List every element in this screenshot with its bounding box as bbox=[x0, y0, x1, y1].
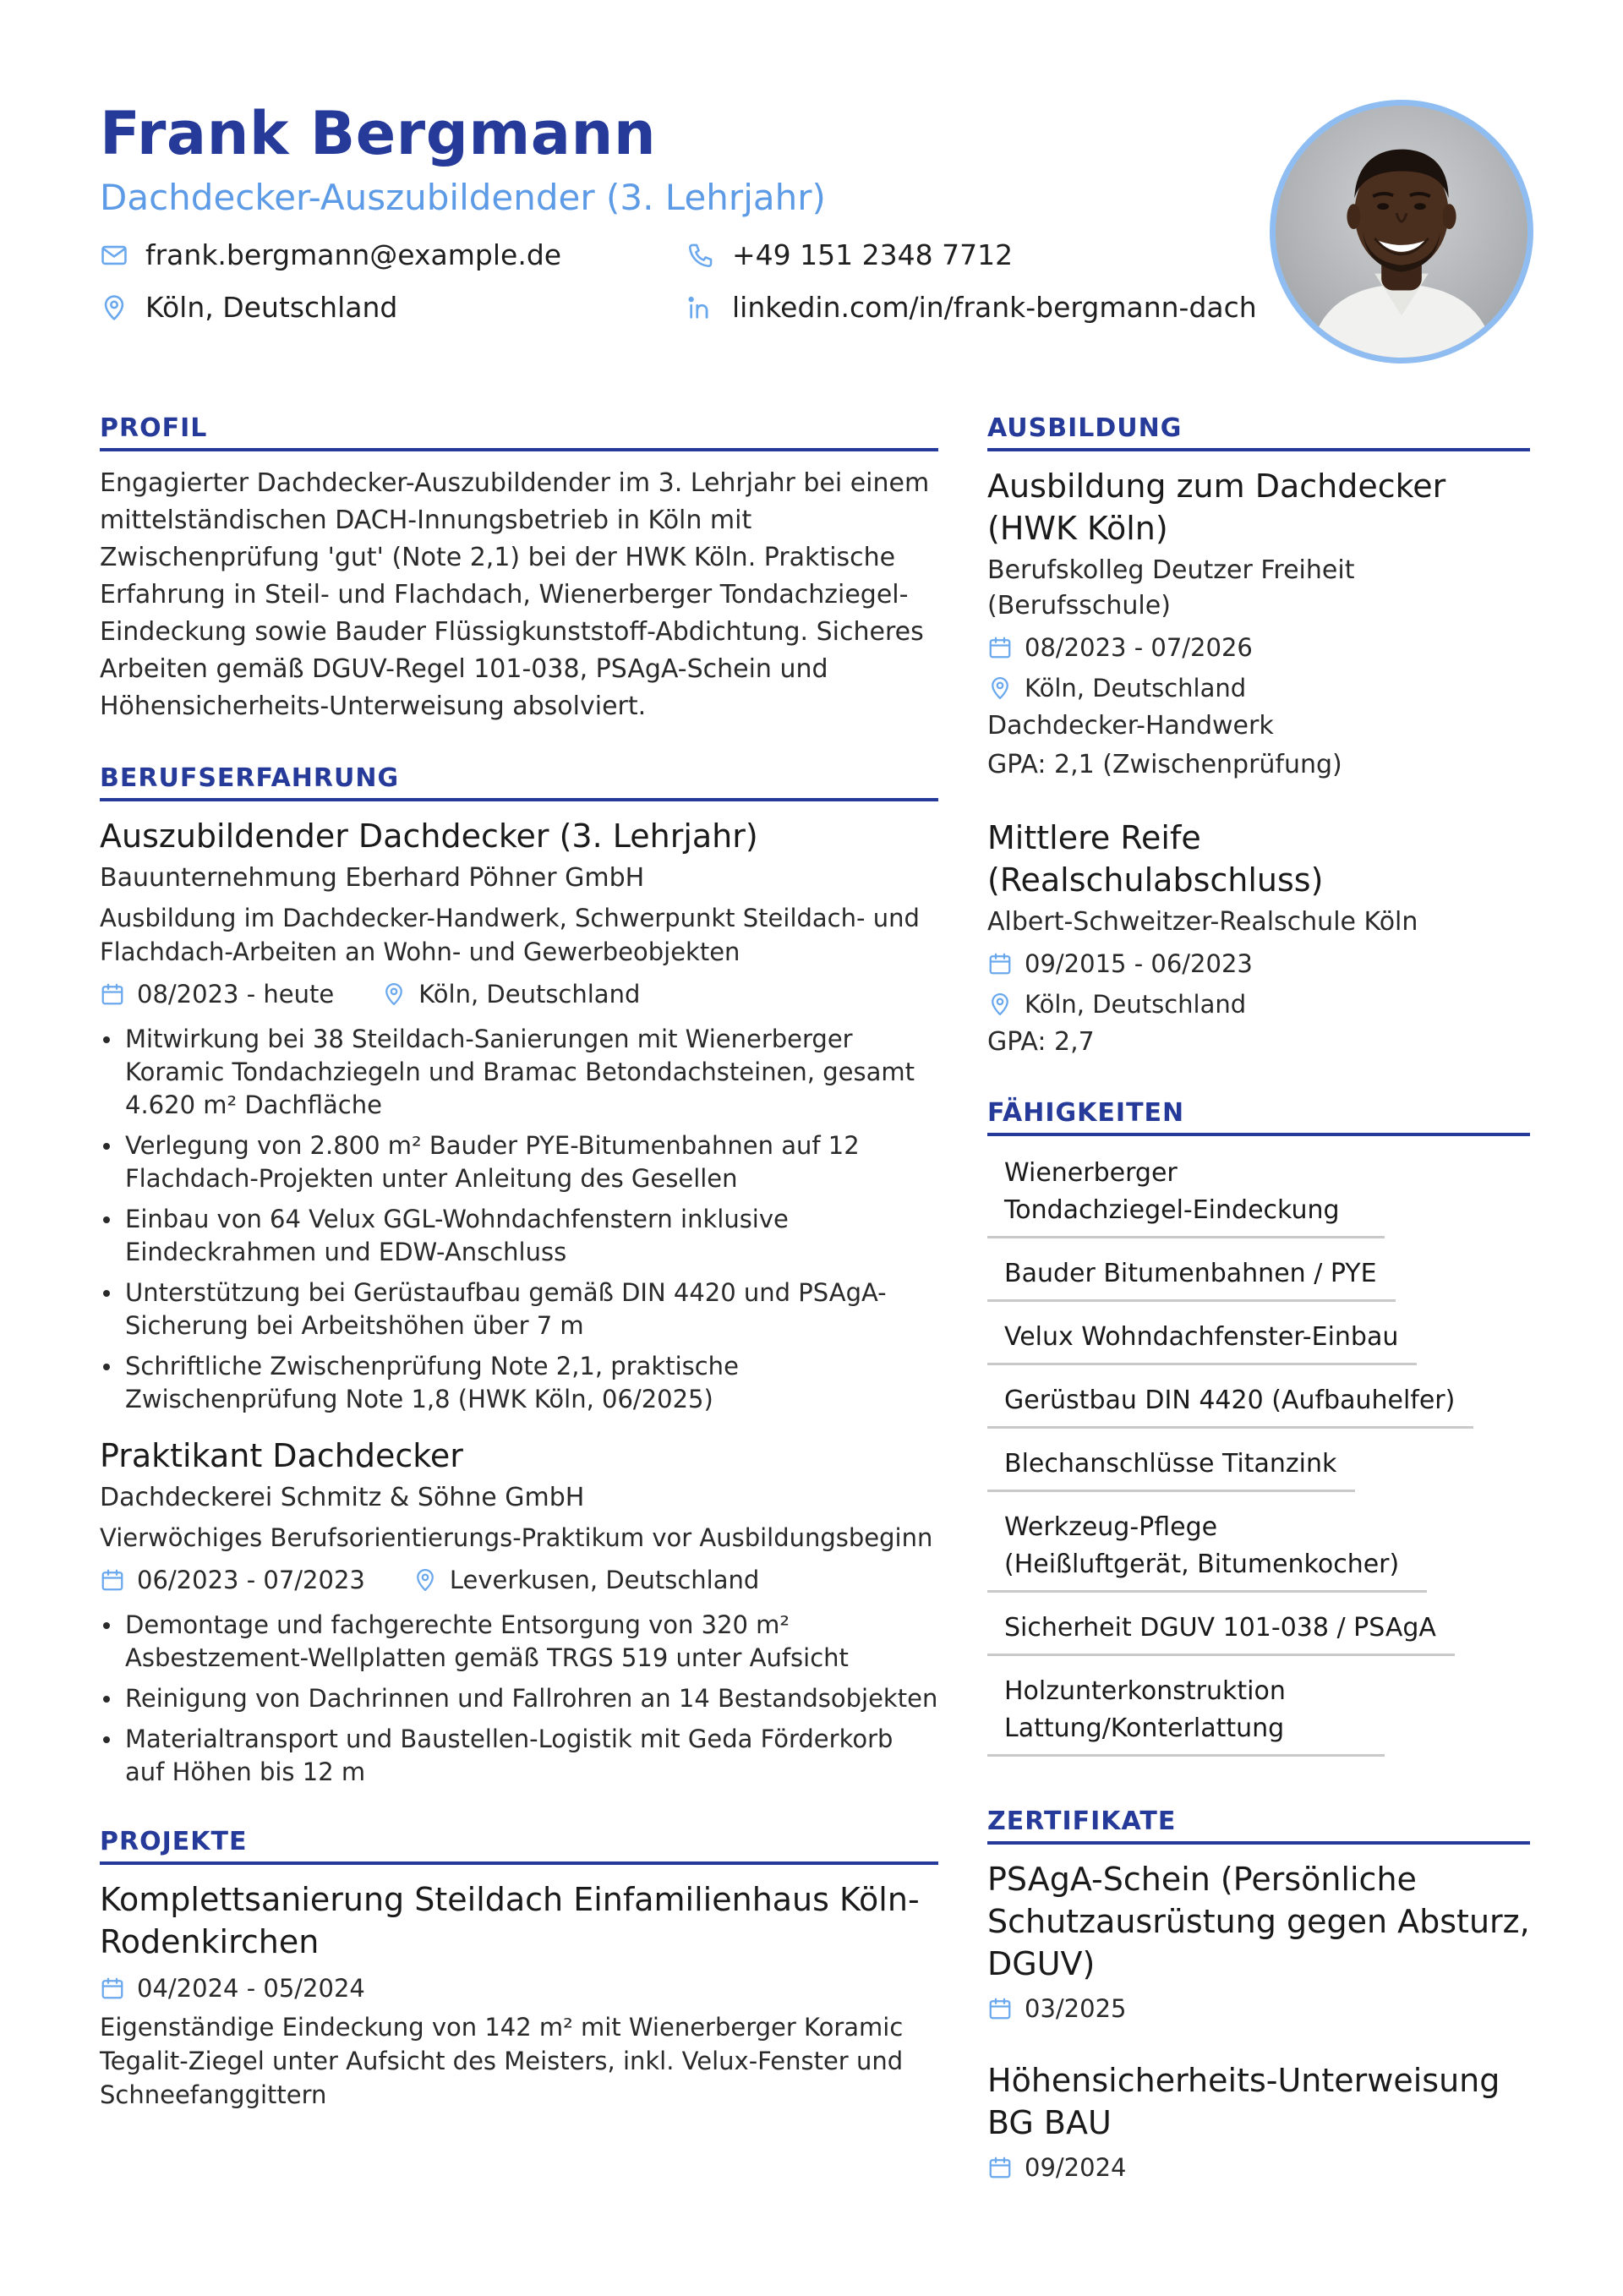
job-bullet: Einbau von 64 Velux GGL-Wohndachfenstern inklusive Eindeckrahmen und EDW-Anschluss bbox=[100, 1203, 938, 1269]
job-meta bbox=[100, 977, 938, 1011]
certificate-title: PSAgA-Schein (Persönliche Schutzausrüstung gegen Absturz, DGUV) bbox=[987, 1861, 1530, 1982]
left-column bbox=[100, 413, 938, 2149]
job-company: Bauunternehmung Eberhard Pöhner GmbH bbox=[100, 863, 645, 893]
education-dates bbox=[987, 947, 1530, 981]
job-bullet: Materialtransport und Baustellen-Logistik mit Geda Förderkorb auf Höhen bis 12 m bbox=[100, 1723, 938, 1789]
contact-email[interactable] bbox=[100, 237, 686, 274]
certificate-title: Höhensicherheits-Unterweisung BG BAU bbox=[987, 2062, 1500, 2141]
education-heading: AUSBILDUNG bbox=[987, 413, 1530, 451]
job-bullet: Unterstützung bei Gerüstaufbau gemäß DIN 4420 und PSAgA-Sicherung bei Arbeitshöhen über 7 m bbox=[100, 1276, 938, 1342]
calendar-icon bbox=[987, 635, 1013, 660]
skill-tag: Bauder Bitumenbahnen / PYE bbox=[987, 1250, 1396, 1302]
certificate-date-text: 09/2024 bbox=[1025, 2153, 1127, 2182]
education-school: Berufskolleg Deutzer Freiheit (Berufsschule) bbox=[987, 555, 1355, 620]
skill-tag: Gerüstbau DIN 4420 (Aufbauhelfer) bbox=[987, 1377, 1473, 1429]
job-bullets bbox=[100, 1609, 938, 1789]
education-location bbox=[987, 987, 1530, 1021]
map-pin-icon bbox=[100, 293, 128, 322]
skill-tag: Blechanschlüsse Titanzink bbox=[987, 1440, 1355, 1492]
mail-icon bbox=[100, 241, 128, 270]
education-entry bbox=[987, 465, 1530, 783]
certificates-section bbox=[987, 1806, 1530, 2184]
job-dates-text: 06/2023 - 07/2023 bbox=[137, 1566, 365, 1594]
map-pin-icon bbox=[987, 992, 1013, 1017]
job-entry bbox=[100, 1435, 938, 1789]
projects-heading: PROJEKTE bbox=[100, 1826, 938, 1865]
skill-tag: Velux Wohndachfenster-Einbau bbox=[987, 1314, 1417, 1365]
profile-photo-image bbox=[1276, 106, 1527, 358]
education-gpa: GPA: 2,1 (Zwischenprüfung) bbox=[987, 750, 1342, 779]
skill-tag: Wienerberger Tondachziegel-Eindeckung bbox=[987, 1150, 1385, 1238]
job-description: Vierwöchiges Berufsorientierungs-Praktikum vor Ausbildungsbeginn bbox=[100, 1523, 933, 1552]
education-title: Mittlere Reife (Realschulabschluss) bbox=[987, 819, 1324, 899]
job-dates-text: 08/2023 - heute bbox=[137, 980, 335, 1009]
calendar-icon bbox=[100, 1567, 125, 1593]
education-location bbox=[987, 671, 1530, 705]
candidate-role: Dachdecker-Auszubildender (3. Lehrjahr) bbox=[100, 177, 826, 218]
map-pin-icon bbox=[987, 675, 1013, 701]
contact-email-text: frank.bergmann@example.de bbox=[145, 238, 562, 271]
certificate-entry bbox=[987, 1858, 1530, 2025]
project-meta bbox=[100, 1971, 938, 2005]
job-bullet: Verlegung von 2.800 m² Bauder PYE-Bitumenbahnen auf 12 Flachdach-Projekten unter Anleitung des Gesellen bbox=[100, 1129, 938, 1195]
job-location-text: Köln, Deutschland bbox=[418, 980, 641, 1009]
education-location-text: Köln, Deutschland bbox=[1025, 990, 1247, 1019]
job-location bbox=[381, 977, 640, 1011]
candidate-name: Frank Bergmann bbox=[100, 99, 657, 168]
skill-tag: Sicherheit DGUV 101-038 / PSAgA bbox=[987, 1604, 1455, 1656]
map-pin-icon bbox=[381, 981, 407, 1007]
calendar-icon bbox=[100, 1976, 125, 2001]
map-pin-icon bbox=[413, 1567, 438, 1593]
right-column bbox=[987, 413, 1530, 2222]
skill-tag: Werkzeug-Pflege (Heißluftgerät, Bitumenkocher) bbox=[987, 1504, 1427, 1593]
job-title: Praktikant Dachdecker bbox=[100, 1437, 463, 1474]
skills-heading: FÄHIGKEITEN bbox=[987, 1097, 1530, 1136]
profile-heading: PROFIL bbox=[100, 413, 938, 451]
certificate-entry bbox=[987, 2059, 1530, 2184]
job-bullet: Reinigung von Dachrinnen und Fallrohren an 14 Bestandsobjekten bbox=[100, 1682, 938, 1715]
contact-linkedin[interactable] bbox=[686, 289, 1278, 326]
project-dates-text: 04/2024 - 05/2024 bbox=[137, 1974, 365, 2003]
calendar-icon bbox=[100, 981, 125, 1007]
contact-linkedin-text: linkedin.com/in/frank-bergmann-dach bbox=[732, 291, 1257, 324]
certificate-date-text: 03/2025 bbox=[1025, 1994, 1127, 2023]
calendar-icon bbox=[987, 2155, 1013, 2180]
job-entry bbox=[100, 815, 938, 1416]
education-school: Albert-Schweitzer-Realschule Köln bbox=[987, 907, 1418, 937]
job-title: Auszubildender Dachdecker (3. Lehrjahr) bbox=[100, 817, 758, 855]
education-location-text: Köln, Deutschland bbox=[1025, 674, 1247, 702]
education-section bbox=[987, 413, 1530, 1060]
project-description: Eigenständige Eindeckung von 142 m² mit Wienerberger Koramic Tegalit-Ziegel unter Aufsicht des Meisters, inkl. Velux-Fenster und Schneefanggittern bbox=[100, 2013, 904, 2109]
phone-icon bbox=[686, 241, 715, 270]
calendar-icon bbox=[987, 951, 1013, 976]
education-field: Dachdecker-Handwerk bbox=[987, 711, 1274, 741]
certificates-heading: ZERTIFIKATE bbox=[987, 1806, 1530, 1845]
education-gpa: GPA: 2,7 bbox=[987, 1027, 1095, 1057]
experience-section bbox=[100, 763, 938, 1789]
job-dates bbox=[100, 1563, 365, 1597]
profile-photo bbox=[1270, 100, 1533, 364]
project-entry bbox=[100, 1878, 938, 2112]
education-entry bbox=[987, 817, 1530, 1060]
education-dates-text: 09/2015 - 06/2023 bbox=[1025, 949, 1253, 978]
education-dates-text: 08/2023 - 07/2026 bbox=[1025, 633, 1253, 662]
experience-heading: BERUFSERFAHRUNG bbox=[100, 763, 938, 801]
certificate-date bbox=[987, 2151, 1530, 2184]
job-bullet: Mitwirkung bei 38 Steildach-Sanierungen mit Wienerberger Koramic Tondachziegeln und Bramac Betondachsteinen, gesamt 4.620 m² Dachfläche bbox=[100, 1023, 938, 1122]
contact-list bbox=[100, 237, 1257, 326]
job-bullet: Schriftliche Zwischenprüfung Note 2,1, praktische Zwischenprüfung Note 1,8 (HWK Köln, 06/2025) bbox=[100, 1350, 938, 1416]
skills-section bbox=[987, 1097, 1530, 1768]
contact-location bbox=[100, 289, 686, 326]
skill-tag: Holzunterkonstruktion Lattung/Konterlattung bbox=[987, 1668, 1385, 1757]
resume-header bbox=[100, 95, 1257, 326]
education-dates bbox=[987, 631, 1530, 664]
job-bullets bbox=[100, 1023, 938, 1416]
job-description: Ausbildung im Dachdecker-Handwerk, Schwerpunkt Steildach- und Flachdach-Arbeiten an Wohn- und Gewerbeobjekten bbox=[100, 904, 920, 966]
job-location bbox=[413, 1563, 759, 1597]
project-dates bbox=[100, 1971, 365, 2005]
contact-phone[interactable] bbox=[686, 237, 1278, 274]
profile-section bbox=[100, 413, 938, 725]
education-title: Ausbildung zum Dachdecker (HWK Köln) bbox=[987, 467, 1446, 547]
job-bullet: Demontage und fachgerechte Entsorgung von 320 m² Asbestzement-Wellplatten gemäß TRGS 519 unter Aufsicht bbox=[100, 1609, 938, 1675]
contact-phone-text: +49 151 2348 7712 bbox=[732, 238, 1014, 271]
linkedin-icon bbox=[686, 293, 715, 322]
skills-list bbox=[987, 1150, 1530, 1768]
job-company: Dachdeckerei Schmitz & Söhne GmbH bbox=[100, 1483, 585, 1512]
contact-location-text: Köln, Deutschland bbox=[145, 291, 398, 324]
profile-text: Engagierter Dachdecker-Auszubildender im 3. Lehrjahr bei einem mittelständischen DACH-Innungsbetrieb in Köln mit Zwischenprüfung 'gut' (Note 2,1) bei der HWK Köln. Praktische Erfahrung in Steil- und Flachdach, Wienerberger Tondachziegel-Eindeckung sowie Bauder Flüssigkunststoff-Abdichtung. Sicheres Arbeiten gemäß DGUV-Regel 101-038, PSAgA-Schein und Höhensicherheits-Unterweisung absolviert. bbox=[100, 468, 930, 721]
job-meta bbox=[100, 1563, 938, 1597]
projects-section bbox=[100, 1826, 938, 2112]
certificate-date bbox=[987, 1992, 1530, 2025]
job-location-text: Leverkusen, Deutschland bbox=[449, 1566, 760, 1594]
job-dates bbox=[100, 977, 334, 1011]
calendar-icon bbox=[987, 1996, 1013, 2021]
project-title: Komplettsanierung Steildach Einfamilienhaus Köln-Rodenkirchen bbox=[100, 1881, 920, 1960]
